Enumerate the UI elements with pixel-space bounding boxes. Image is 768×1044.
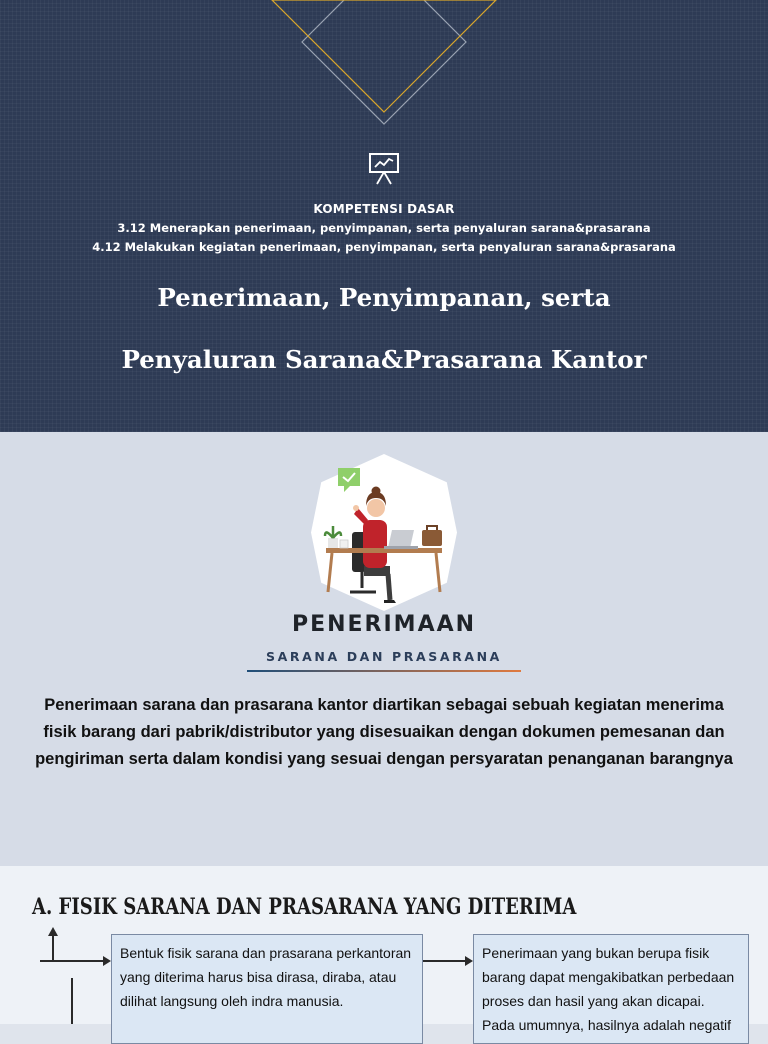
info-box-non-physical: Penerimaan yang bukan berupa fisik barang dapat mengakibatkan perbedaan proses dan hasil yang akan dicapai. Pada umumnya, hasilnya adalah negatif bbox=[473, 934, 749, 1044]
woman-at-desk-illustration bbox=[318, 460, 450, 606]
definition-paragraph: Penerimaan sarana dan prasarana kantor diartikan sebagai sebuah kegiatan menerima fisik barang dari pabrik/distributor yang disesuaikan dengan dokumen pemesanan dan pengiriman serta dalam kondisi yang sesuai dengan persyaratan penanganan barangnya bbox=[35, 696, 733, 768]
penerimaan-slide bbox=[0, 432, 768, 866]
competency-line-1: 3.12 Menerapkan penerimaan, penyimpanan, serta penyaluran sarana&prasarana bbox=[117, 221, 651, 235]
title-slide bbox=[0, 0, 768, 432]
slide3-title: A. FISIK SARANA DAN PRASARANA YANG DITERIMA bbox=[32, 894, 577, 920]
presentation-board-icon bbox=[368, 152, 400, 186]
decorative-diamonds bbox=[0, 0, 768, 140]
section-subtitle: SARANA DAN PRASARANA bbox=[266, 649, 502, 664]
arrow-right-icon bbox=[465, 956, 473, 966]
arrow-right-icon bbox=[103, 956, 111, 966]
section-title: PENERIMAAN bbox=[291, 612, 477, 637]
competency-heading: KOMPETENSI DASAR bbox=[313, 202, 455, 216]
subtitle-underline bbox=[247, 670, 521, 672]
fisik-slide bbox=[0, 866, 768, 1033]
info-box-physical: Bentuk fisik sarana dan prasarana perkantoran yang diterima harus bisa dirasa, diraba, atau dilihat langsung oleh indra manusia. bbox=[111, 934, 423, 1044]
arrow-up-icon bbox=[48, 927, 58, 936]
main-title-line-2: Penyaluran Sarana&Prasarana Kantor bbox=[121, 345, 647, 374]
competency-line-2: 4.12 Melakukan kegiatan penerimaan, penyimpanan, serta penyaluran sarana&prasarana bbox=[92, 240, 676, 254]
main-title-line-1: Penerimaan, Penyimpanan, serta bbox=[157, 283, 611, 312]
